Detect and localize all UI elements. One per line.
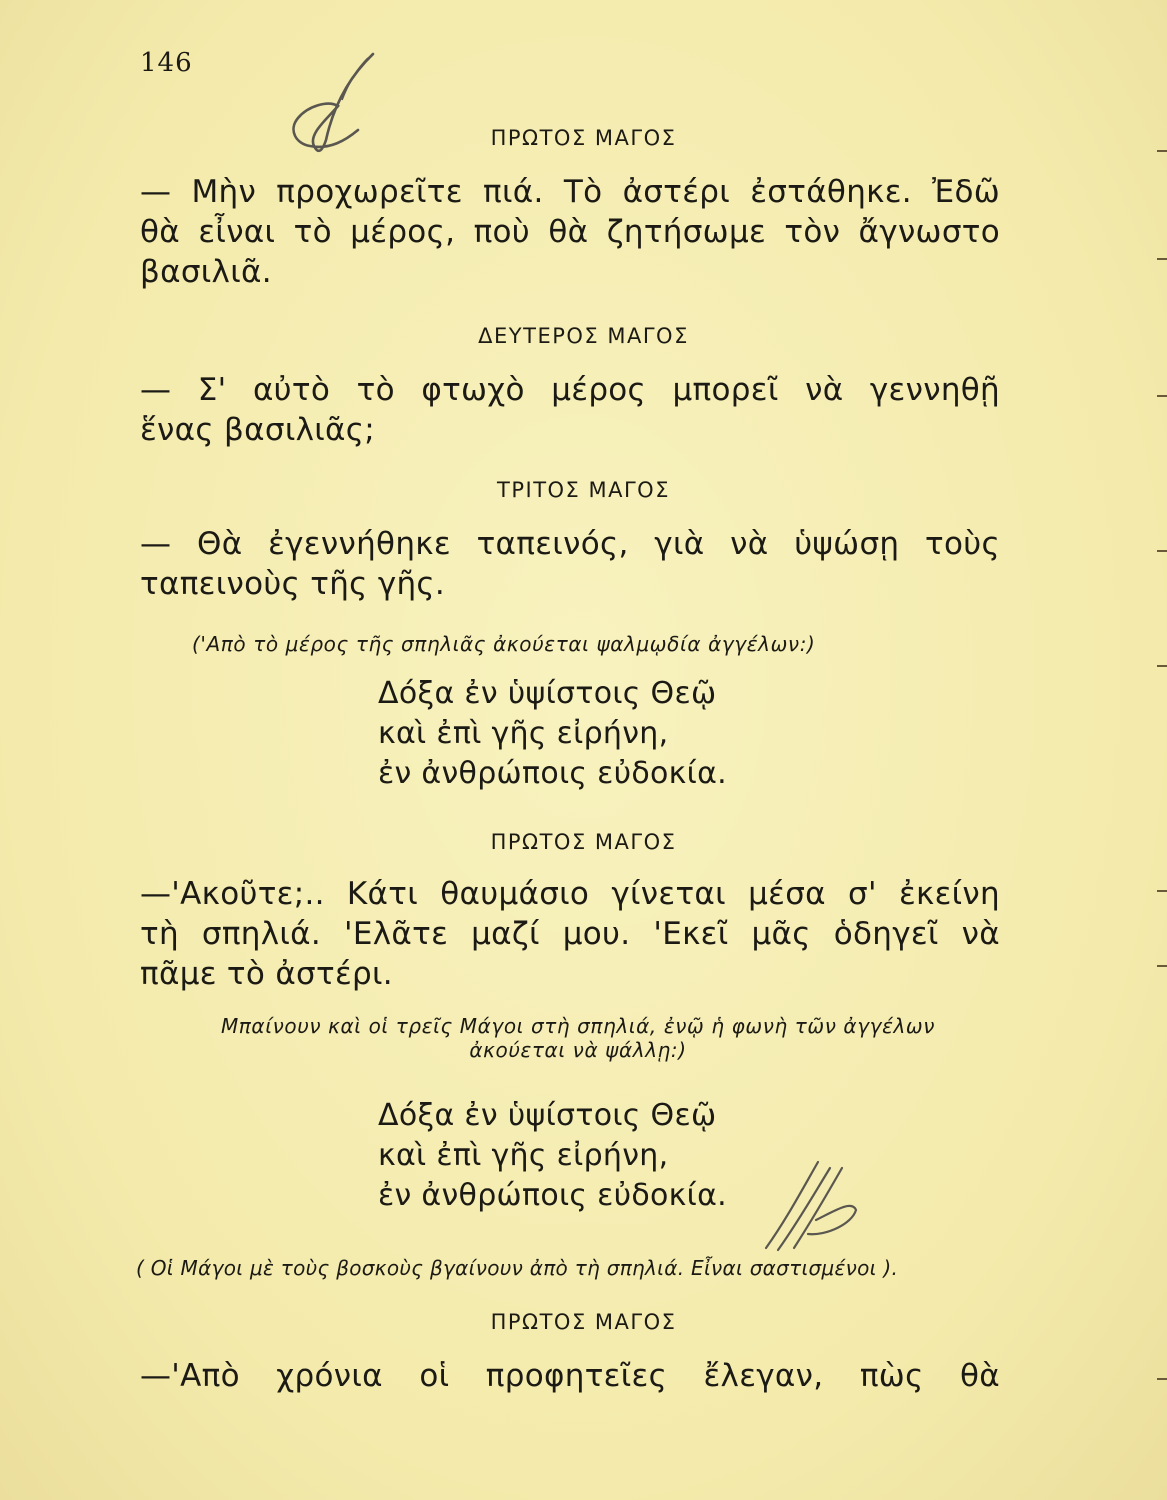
stage-line: ἀκούεται νὰ ψάλλῃ:) [469, 1038, 687, 1062]
page-edge-mark [1157, 550, 1167, 552]
speaker-second-magus: ΔΕΥΤΕΡΟΣ ΜΑΓΟΣ [478, 324, 689, 348]
stage-direction-3: ( Οἱ Μάγοι μὲ τοὺς βοσκοὺς βγαίνουν ἀπὸ τὴ σπηλιά. Εἶναι σαστισμένοι ). [136, 1256, 899, 1280]
hymn-verse-2 [378, 1096, 727, 1216]
paragraph-2 [140, 370, 1000, 450]
stage-direction-2 [148, 1014, 1008, 1062]
page-edge-mark [1157, 395, 1167, 397]
verse-line: καὶ ἐπὶ γῆς εἰρήνη, [378, 716, 669, 751]
pencil-scribble-icon [756, 1150, 866, 1260]
page-edge-mark [1157, 1378, 1167, 1380]
page-edge-mark [1157, 965, 1167, 967]
page-edge-mark [1157, 258, 1167, 260]
speaker-first-magus-3: ΠΡΩΤΟΣ ΜΑΓΟΣ [490, 1310, 677, 1334]
line: —'Ακοῦτε;.. Κάτι θαυμάσιο γίνεται μέσα σ' ἐκείνη [140, 876, 1000, 912]
paragraph-4 [140, 874, 1000, 994]
verse-line: καὶ ἐπὶ γῆς εἰρήνη, [378, 1138, 669, 1173]
paragraph-1 [140, 172, 1000, 292]
line: — Σ' αὐτὸ τὸ φτωχὸ μέρος μπορεῖ νὰ γεννηθῇ [140, 372, 1000, 408]
speaker-third-magus: ΤΡΙΤΟΣ ΜΑΓΟΣ [497, 478, 670, 502]
page-number: 146 [140, 48, 193, 78]
page-edge-mark [1157, 665, 1167, 667]
line: τὴ σπηλιά. 'Ελᾶτε μαζί μου. 'Εκεῖ μᾶς ὁδηγεῖ νὰ [140, 916, 1000, 952]
line: — Θὰ ἐγεννήθηκε ταπεινός, γιὰ νὰ ὑψώσῃ τοὺς [140, 526, 1000, 562]
verse-line: ἐν ἀνθρώποις εὐδοκία. [378, 1178, 727, 1213]
paragraph-3 [140, 524, 1000, 604]
paragraph-5 [140, 1356, 1000, 1396]
hymn-verse-1 [378, 674, 727, 794]
verse-line: Δόξα ἐν ὑψίστοις Θεῷ [378, 1098, 717, 1133]
page-edge-mark [1157, 890, 1167, 892]
speaker-first-magus-2: ΠΡΩΤΟΣ ΜΑΓΟΣ [490, 830, 677, 854]
line: ἕνας βασιλιᾶς; [140, 412, 376, 448]
line: πᾶμε τὸ ἀστέρι. [140, 956, 393, 992]
verse-line: Δόξα ἐν ὑψίστοις Θεῷ [378, 676, 717, 711]
stage-direction-1: ('Απὸ τὸ μέρος τῆς σπηλιᾶς ἀκούεται ψαλμῳδία ἀγγέλων:) [192, 632, 816, 656]
line: θὰ εἶναι τὸ μέρος, ποὺ θὰ ζητήσωμε τὸν ἄγνωστο [140, 214, 1000, 250]
stage-line: Μπαίνουν καὶ οἱ τρεῖς Μάγοι στὴ σπηλιά, ἐνῷ ἡ φωνὴ τῶν ἀγγέλων [220, 1014, 936, 1038]
line: ταπεινοὺς τῆς γῆς. [140, 566, 446, 602]
speaker-first-magus-1: ΠΡΩΤΟΣ ΜΑΓΟΣ [490, 126, 677, 150]
line: —'Απὸ χρόνια οἱ προφητεῖες ἔλεγαν, πὼς θὰ [140, 1358, 1000, 1394]
verse-line: ἐν ἀνθρώποις εὐδοκία. [378, 756, 727, 791]
line: βασιλιᾶ. [140, 254, 272, 290]
page-edge-mark [1157, 150, 1167, 152]
line: — Μὴν προχωρεῖτε πιά. Τὸ ἀστέρι ἐστάθηκε. Ἐδῶ [140, 174, 1000, 210]
